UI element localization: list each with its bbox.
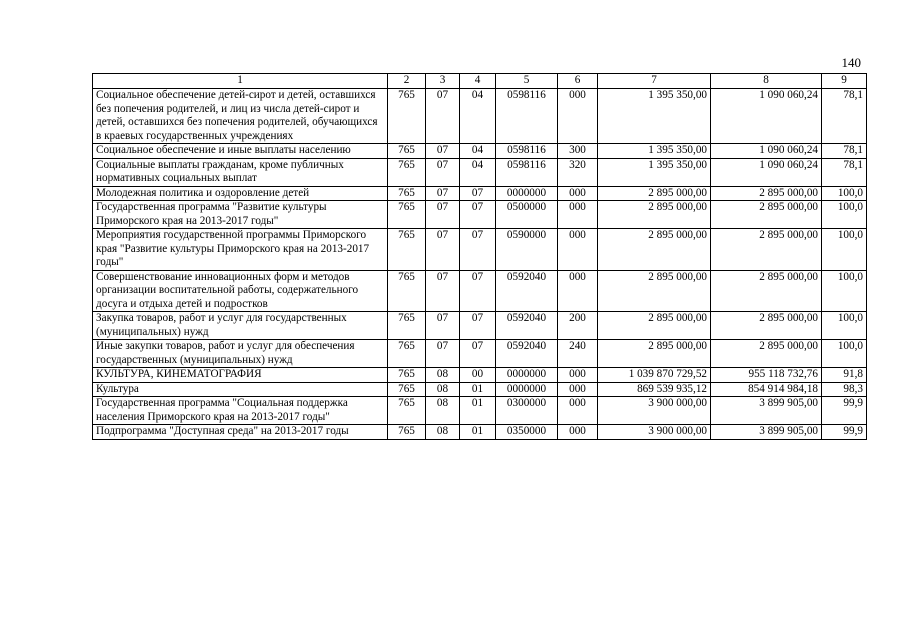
table-row (93, 201, 867, 229)
row-section-cell: 07 (426, 144, 460, 159)
row-actual-cell: 2 895 000,00 (711, 201, 822, 229)
row-subsection-cell: 04 (460, 144, 496, 159)
table-row (93, 368, 867, 383)
row-type-cell: 240 (558, 340, 598, 368)
row-section-cell: 07 (426, 89, 460, 144)
row-planned-cell: 869 539 935,12 (598, 382, 711, 397)
row-target-cell: 0300000 (496, 397, 558, 425)
row-percent-cell: 100,0 (822, 340, 867, 368)
row-planned-cell: 2 895 000,00 (598, 186, 711, 201)
row-percent-cell: 99,9 (822, 397, 867, 425)
row-subsection-cell: 04 (460, 89, 496, 144)
row-name-cell: Государственная программа "Социальная поддержка населения Приморского края на 2013-2017 годы" (93, 397, 388, 425)
row-percent-cell: 100,0 (822, 201, 867, 229)
row-percent-cell: 91,8 (822, 368, 867, 383)
header-col-6: 6 (558, 74, 598, 89)
row-code-cell: 765 (388, 425, 426, 440)
table-row (93, 229, 867, 271)
row-subsection-cell: 07 (460, 201, 496, 229)
row-planned-cell: 3 900 000,00 (598, 425, 711, 440)
row-percent-cell: 78,1 (822, 158, 867, 186)
row-planned-cell: 1 395 350,00 (598, 89, 711, 144)
row-code-cell: 765 (388, 382, 426, 397)
row-name-cell: Совершенствование инновационных форм и методов организации воспитательной работы, содержательного досуга и отдыха детей и подростков (93, 270, 388, 312)
row-planned-cell: 2 895 000,00 (598, 340, 711, 368)
row-subsection-cell: 07 (460, 229, 496, 271)
row-code-cell: 765 (388, 368, 426, 383)
table-row (93, 158, 867, 186)
row-code-cell: 765 (388, 340, 426, 368)
row-name-cell: Социальное обеспечение детей-сирот и детей, оставшихся без попечения родителей, и лиц из числа детей-сирот и детей, оставшихся без попечения родителей, обучающихся в краевых государственных учреждениях (93, 89, 388, 144)
row-target-cell: 0000000 (496, 368, 558, 383)
row-section-cell: 07 (426, 229, 460, 271)
row-planned-cell: 2 895 000,00 (598, 270, 711, 312)
header-col-8: 8 (711, 74, 822, 89)
table-row (93, 89, 867, 144)
row-actual-cell: 3 899 905,00 (711, 425, 822, 440)
table-row (93, 144, 867, 159)
row-actual-cell: 2 895 000,00 (711, 340, 822, 368)
header-col-5: 5 (496, 74, 558, 89)
row-target-cell: 0590000 (496, 229, 558, 271)
row-percent-cell: 78,1 (822, 144, 867, 159)
header-col-2: 2 (388, 74, 426, 89)
header-col-3: 3 (426, 74, 460, 89)
row-code-cell: 765 (388, 201, 426, 229)
row-subsection-cell: 01 (460, 382, 496, 397)
row-type-cell: 320 (558, 158, 598, 186)
row-percent-cell: 99,9 (822, 425, 867, 440)
row-actual-cell: 854 914 984,18 (711, 382, 822, 397)
row-section-cell: 07 (426, 340, 460, 368)
row-section-cell: 07 (426, 201, 460, 229)
row-code-cell: 765 (388, 89, 426, 144)
row-name-cell: Социальные выплаты гражданам, кроме публичных нормативных социальных выплат (93, 158, 388, 186)
row-subsection-cell: 07 (460, 312, 496, 340)
row-section-cell: 08 (426, 368, 460, 383)
row-code-cell: 765 (388, 158, 426, 186)
row-name-cell: Подпрограмма "Доступная среда" на 2013-2017 годы (93, 425, 388, 440)
row-subsection-cell: 07 (460, 340, 496, 368)
header-col-9: 9 (822, 74, 867, 89)
row-percent-cell: 100,0 (822, 270, 867, 312)
header-col-7: 7 (598, 74, 711, 89)
row-target-cell: 0500000 (496, 201, 558, 229)
table-row (93, 340, 867, 368)
row-target-cell: 0350000 (496, 425, 558, 440)
header-col-4: 4 (460, 74, 496, 89)
row-subsection-cell: 01 (460, 397, 496, 425)
budget-table (92, 73, 867, 440)
row-name-cell: Культура (93, 382, 388, 397)
row-section-cell: 08 (426, 382, 460, 397)
row-section-cell: 07 (426, 158, 460, 186)
row-type-cell: 000 (558, 186, 598, 201)
row-subsection-cell: 00 (460, 368, 496, 383)
row-planned-cell: 2 895 000,00 (598, 312, 711, 340)
row-actual-cell: 1 090 060,24 (711, 144, 822, 159)
row-subsection-cell: 07 (460, 270, 496, 312)
row-type-cell: 000 (558, 270, 598, 312)
row-planned-cell: 2 895 000,00 (598, 201, 711, 229)
row-code-cell: 765 (388, 312, 426, 340)
row-code-cell: 765 (388, 186, 426, 201)
row-planned-cell: 1 039 870 729,52 (598, 368, 711, 383)
row-type-cell: 000 (558, 425, 598, 440)
table-row (93, 382, 867, 397)
row-section-cell: 08 (426, 425, 460, 440)
table-row (93, 270, 867, 312)
row-target-cell: 0598116 (496, 89, 558, 144)
table-row (93, 186, 867, 201)
row-section-cell: 08 (426, 397, 460, 425)
row-section-cell: 07 (426, 270, 460, 312)
row-percent-cell: 98,3 (822, 382, 867, 397)
row-name-cell: Иные закупки товаров, работ и услуг для обеспечения государственных (муниципальных) нужд (93, 340, 388, 368)
row-type-cell: 000 (558, 368, 598, 383)
row-target-cell: 0598116 (496, 158, 558, 186)
row-code-cell: 765 (388, 229, 426, 271)
row-actual-cell: 2 895 000,00 (711, 186, 822, 201)
row-name-cell: КУЛЬТУРА, КИНЕМАТОГРАФИЯ (93, 368, 388, 383)
row-name-cell: Мероприятия государственной программы Приморского края "Развитие культуры Приморского края на 2013-2017 годы" (93, 229, 388, 271)
row-name-cell: Закупка товаров, работ и услуг для государственных (муниципальных) нужд (93, 312, 388, 340)
row-actual-cell: 2 895 000,00 (711, 312, 822, 340)
row-type-cell: 200 (558, 312, 598, 340)
row-target-cell: 0000000 (496, 382, 558, 397)
row-actual-cell: 3 899 905,00 (711, 397, 822, 425)
header-col-1: 1 (93, 74, 388, 89)
row-planned-cell: 1 395 350,00 (598, 144, 711, 159)
row-actual-cell: 1 090 060,24 (711, 158, 822, 186)
row-type-cell: 000 (558, 201, 598, 229)
row-percent-cell: 100,0 (822, 312, 867, 340)
row-code-cell: 765 (388, 270, 426, 312)
row-type-cell: 300 (558, 144, 598, 159)
row-actual-cell: 2 895 000,00 (711, 229, 822, 271)
row-actual-cell: 2 895 000,00 (711, 270, 822, 312)
row-type-cell: 000 (558, 397, 598, 425)
row-target-cell: 0592040 (496, 312, 558, 340)
table-row (93, 312, 867, 340)
row-planned-cell: 3 900 000,00 (598, 397, 711, 425)
row-name-cell: Молодежная политика и оздоровление детей (93, 186, 388, 201)
row-code-cell: 765 (388, 144, 426, 159)
table-row (93, 425, 867, 440)
row-type-cell: 000 (558, 382, 598, 397)
row-target-cell: 0592040 (496, 340, 558, 368)
row-percent-cell: 100,0 (822, 186, 867, 201)
row-actual-cell: 955 118 732,76 (711, 368, 822, 383)
row-actual-cell: 1 090 060,24 (711, 89, 822, 144)
row-target-cell: 0598116 (496, 144, 558, 159)
row-percent-cell: 78,1 (822, 89, 867, 144)
table-header-row (93, 74, 867, 89)
row-target-cell: 0000000 (496, 186, 558, 201)
row-planned-cell: 1 395 350,00 (598, 158, 711, 186)
page-number: 140 (841, 55, 861, 70)
row-target-cell: 0592040 (496, 270, 558, 312)
table-row (93, 397, 867, 425)
row-subsection-cell: 04 (460, 158, 496, 186)
row-section-cell: 07 (426, 312, 460, 340)
row-name-cell: Социальное обеспечение и иные выплаты населению (93, 144, 388, 159)
row-name-cell: Государственная программа "Развитие культуры Приморского края на 2013-2017 годы" (93, 201, 388, 229)
row-code-cell: 765 (388, 397, 426, 425)
row-type-cell: 000 (558, 229, 598, 271)
row-subsection-cell: 01 (460, 425, 496, 440)
row-percent-cell: 100,0 (822, 229, 867, 271)
row-planned-cell: 2 895 000,00 (598, 229, 711, 271)
row-section-cell: 07 (426, 186, 460, 201)
row-subsection-cell: 07 (460, 186, 496, 201)
row-type-cell: 000 (558, 89, 598, 144)
